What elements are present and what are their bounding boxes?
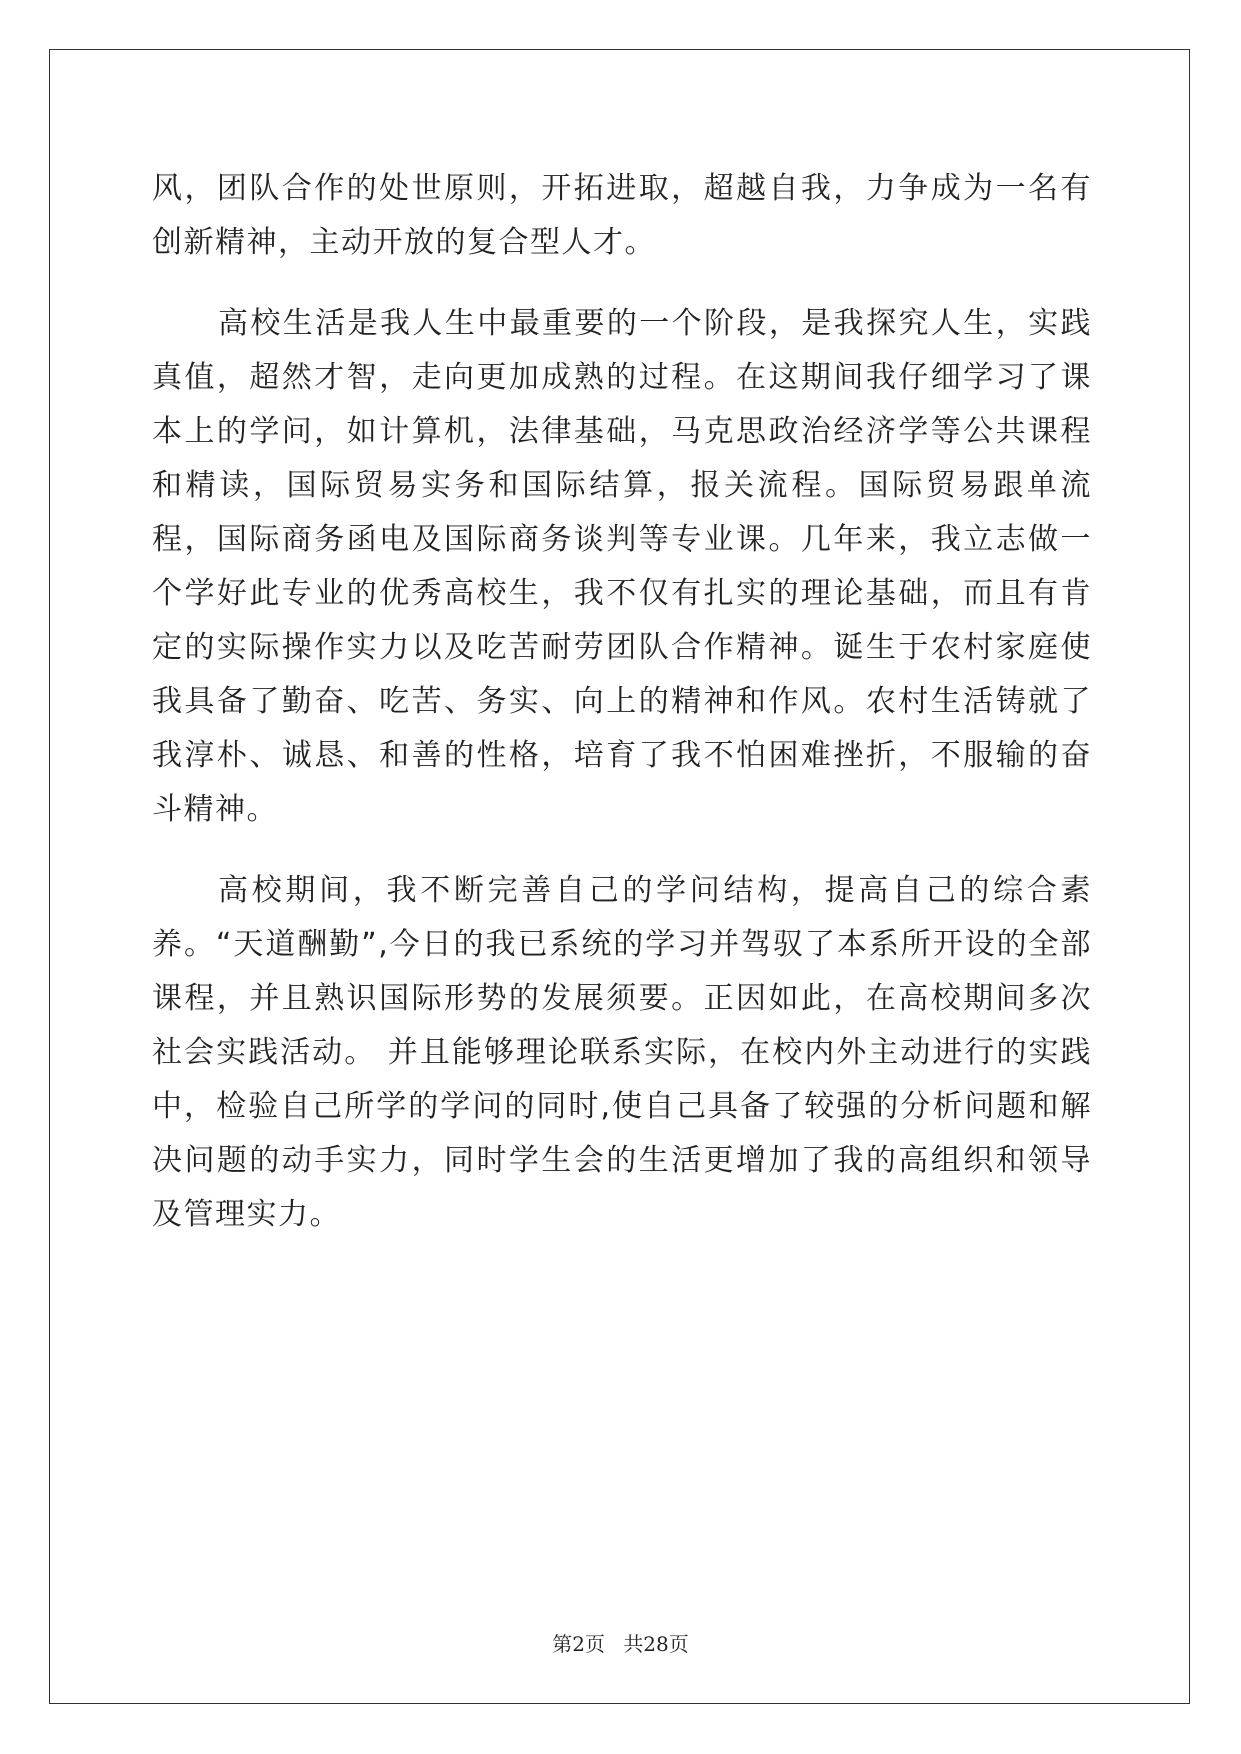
page-number: 第2页 bbox=[552, 1632, 605, 1656]
paragraph-2: 高校生活是我人生中最重要的一个阶段，是我探究人生，实践真值，超然才智，走向更加成熟的过程。在这期间我仔细学习了课本上的学问，如计算机，法律基础，马克思政治经济学等公共课程和精读，国际贸易实务和国际结算，报关流程。国际贸易跟单流程，国际商务函电及国际商务谈判等专业课。几年来，我立志做一个学好此专业的优秀高校生，我不仅有扎实的理论基础，而且有肯定的实际操作实力以及吃苦耐劳团队合作精神。诞生于农村家庭使我具备了勤奋、吃苦、务实、向上的精神和作风。农村生活铸就了我淳朴、诚恳、和善的性格，培育了我不怕困难挫折，不服输的奋斗精神。 bbox=[152, 306, 1092, 827]
page-total: 共28页 bbox=[623, 1632, 689, 1656]
document-body bbox=[152, 162, 1092, 1269]
paragraph-1: 风，团队合作的处世原则，开拓进取，超越自我，力争成为一名有创新精神，主动开放的复合型人才。 bbox=[152, 171, 1092, 260]
paragraph-3: 高校期间，我不断完善自己的学问结构，提高自己的综合素养。“天道酬勤”,今日的我已系统的学习并驾驭了本系所开设的全部课程，并且熟识国际形势的发展须要。正因如此，在高校期间多次社会实践活动。 并且能够理论联系实际，在校内外主动进行的实践中，检验自己所学的学问的同时,使自己具备了较强的分析问题和解决问题的动手实力，同时学生会的生活更增加了我的高组织和领导及管理实力。 bbox=[152, 873, 1092, 1232]
page-footer bbox=[0, 1628, 1241, 1657]
